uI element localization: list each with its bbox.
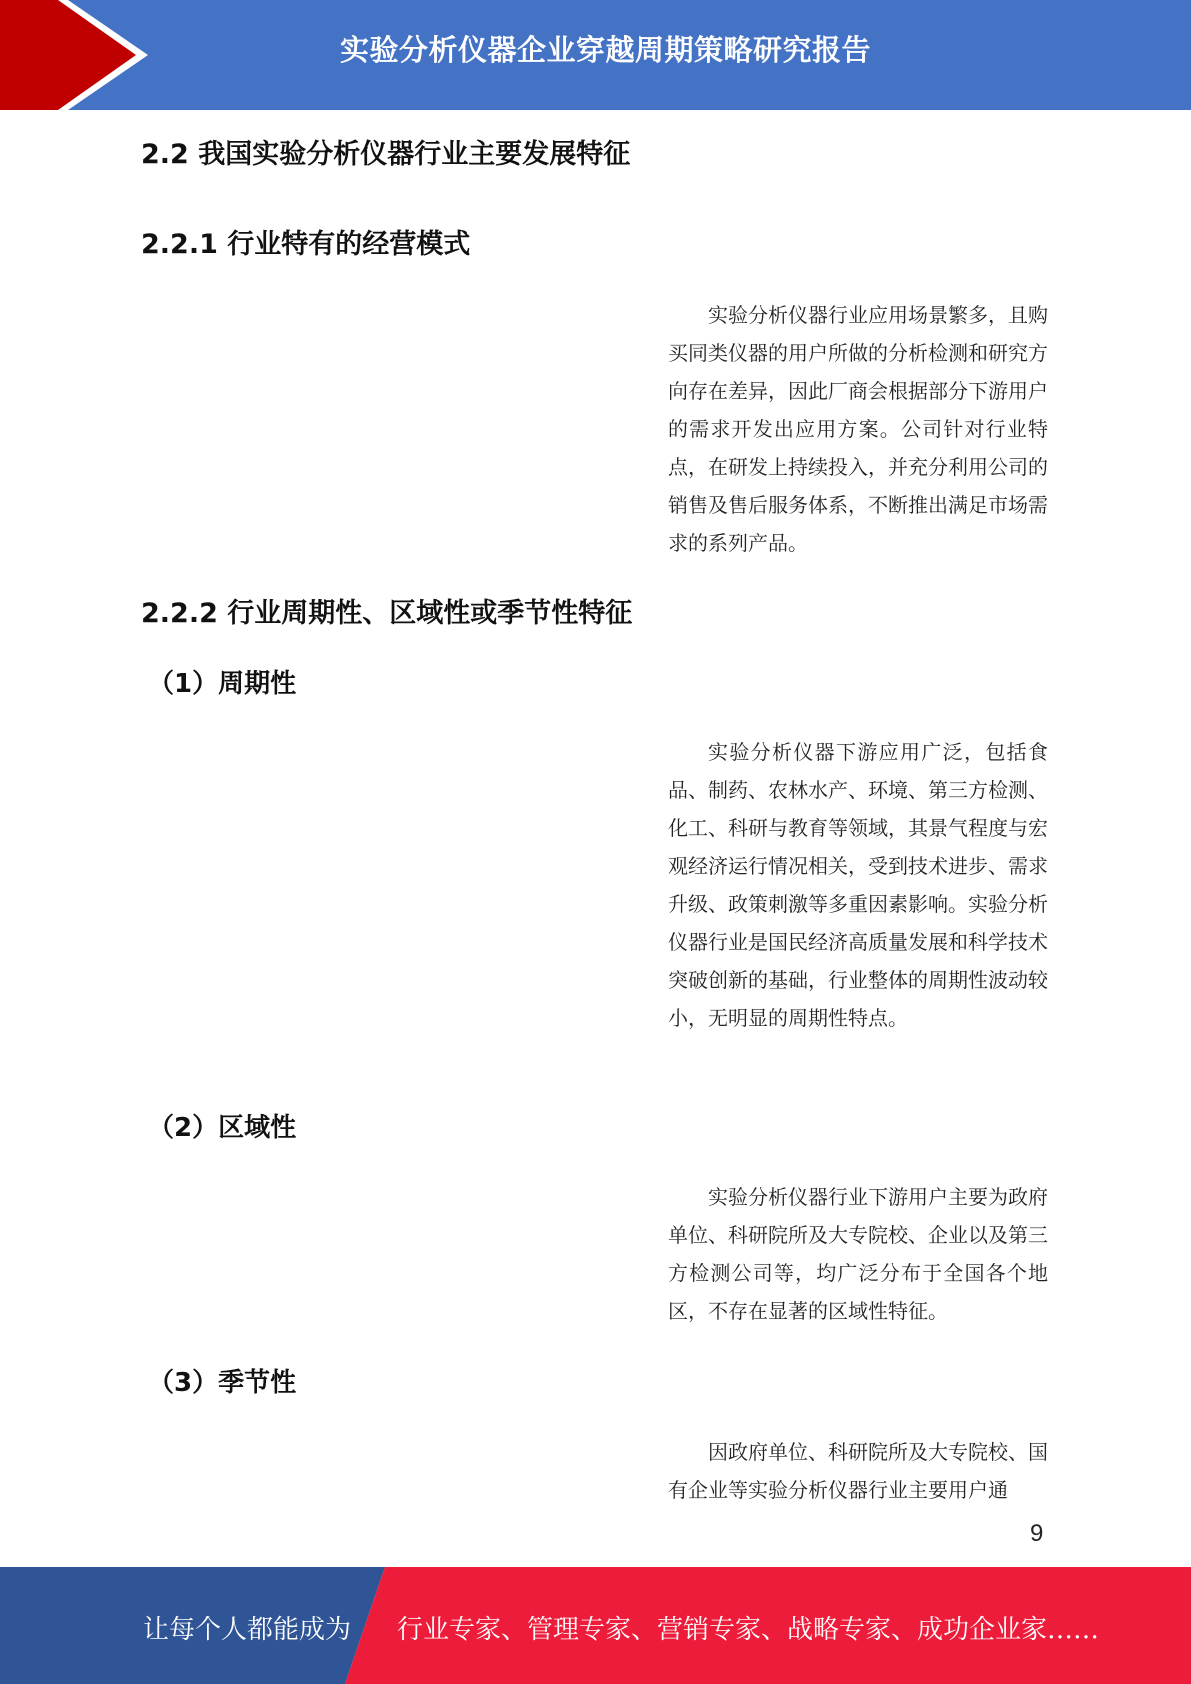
subsection-heading-regional: （2）区域性 xyxy=(148,1113,297,1143)
footer-banner xyxy=(0,1567,1191,1684)
paragraph-cyclical: 实验分析仪器下游应用广泛，包括食品、制药、农林水产、环境、第三方检测、化工、科研与教育等领域，其景气程度与宏观经济运行情况相关，受到技术进步、需求升级、政策刺激等多重因素影响。实验分析仪器行业是国民经济高质量发展和科学技术突破创新的基础，行业整体的周期性波动较小，无明显的周期性特点。 xyxy=(668,740,1048,1030)
report-title: 实验分析仪器企业穿越周期策略研究报告 xyxy=(339,33,871,67)
section-heading-2-2-2: 2.2.2 行业周期性、区域性或季节性特征 xyxy=(141,598,633,629)
paragraph-business-model: 实验分析仪器行业应用场景繁多，且购买同类仪器的用户所做的分析检测和研究方向存在差异，因此厂商会根据部分下游用户的需求开发出应用方案。公司针对行业特点，在研发上持续投入，并充分利用公司的销售及售后服务体系，不断推出满足市场需求的系列产品。 xyxy=(668,303,1048,555)
section-heading-2-2-1: 2.2.1 行业特有的经营模式 xyxy=(141,229,471,260)
footer-slogan-left: 让每个人都能成为 xyxy=(143,1615,352,1645)
subsection-heading-seasonal: （3）季节性 xyxy=(148,1368,297,1398)
paragraph-regional: 实验分析仪器行业下游用户主要为政府单位、科研院所及大专院校、企业以及第三方检测公司等，均广泛分布于全国各个地区，不存在显著的区域性特征。 xyxy=(668,1185,1048,1323)
page-number: 9 xyxy=(1030,1520,1044,1547)
paragraph-seasonal: 因政府单位、科研院所及大专院校、国有企业等实验分析仪器行业主要用户通 xyxy=(668,1440,1048,1502)
header-banner xyxy=(0,0,1191,110)
section-heading-2-2: 2.2 我国实验分析仪器行业主要发展特征 xyxy=(141,139,631,170)
footer-slogan-right: 行业专家、管理专家、营销专家、战略专家、成功企业家…… xyxy=(397,1615,1100,1645)
subsection-heading-cyclical: （1）周期性 xyxy=(148,669,297,699)
